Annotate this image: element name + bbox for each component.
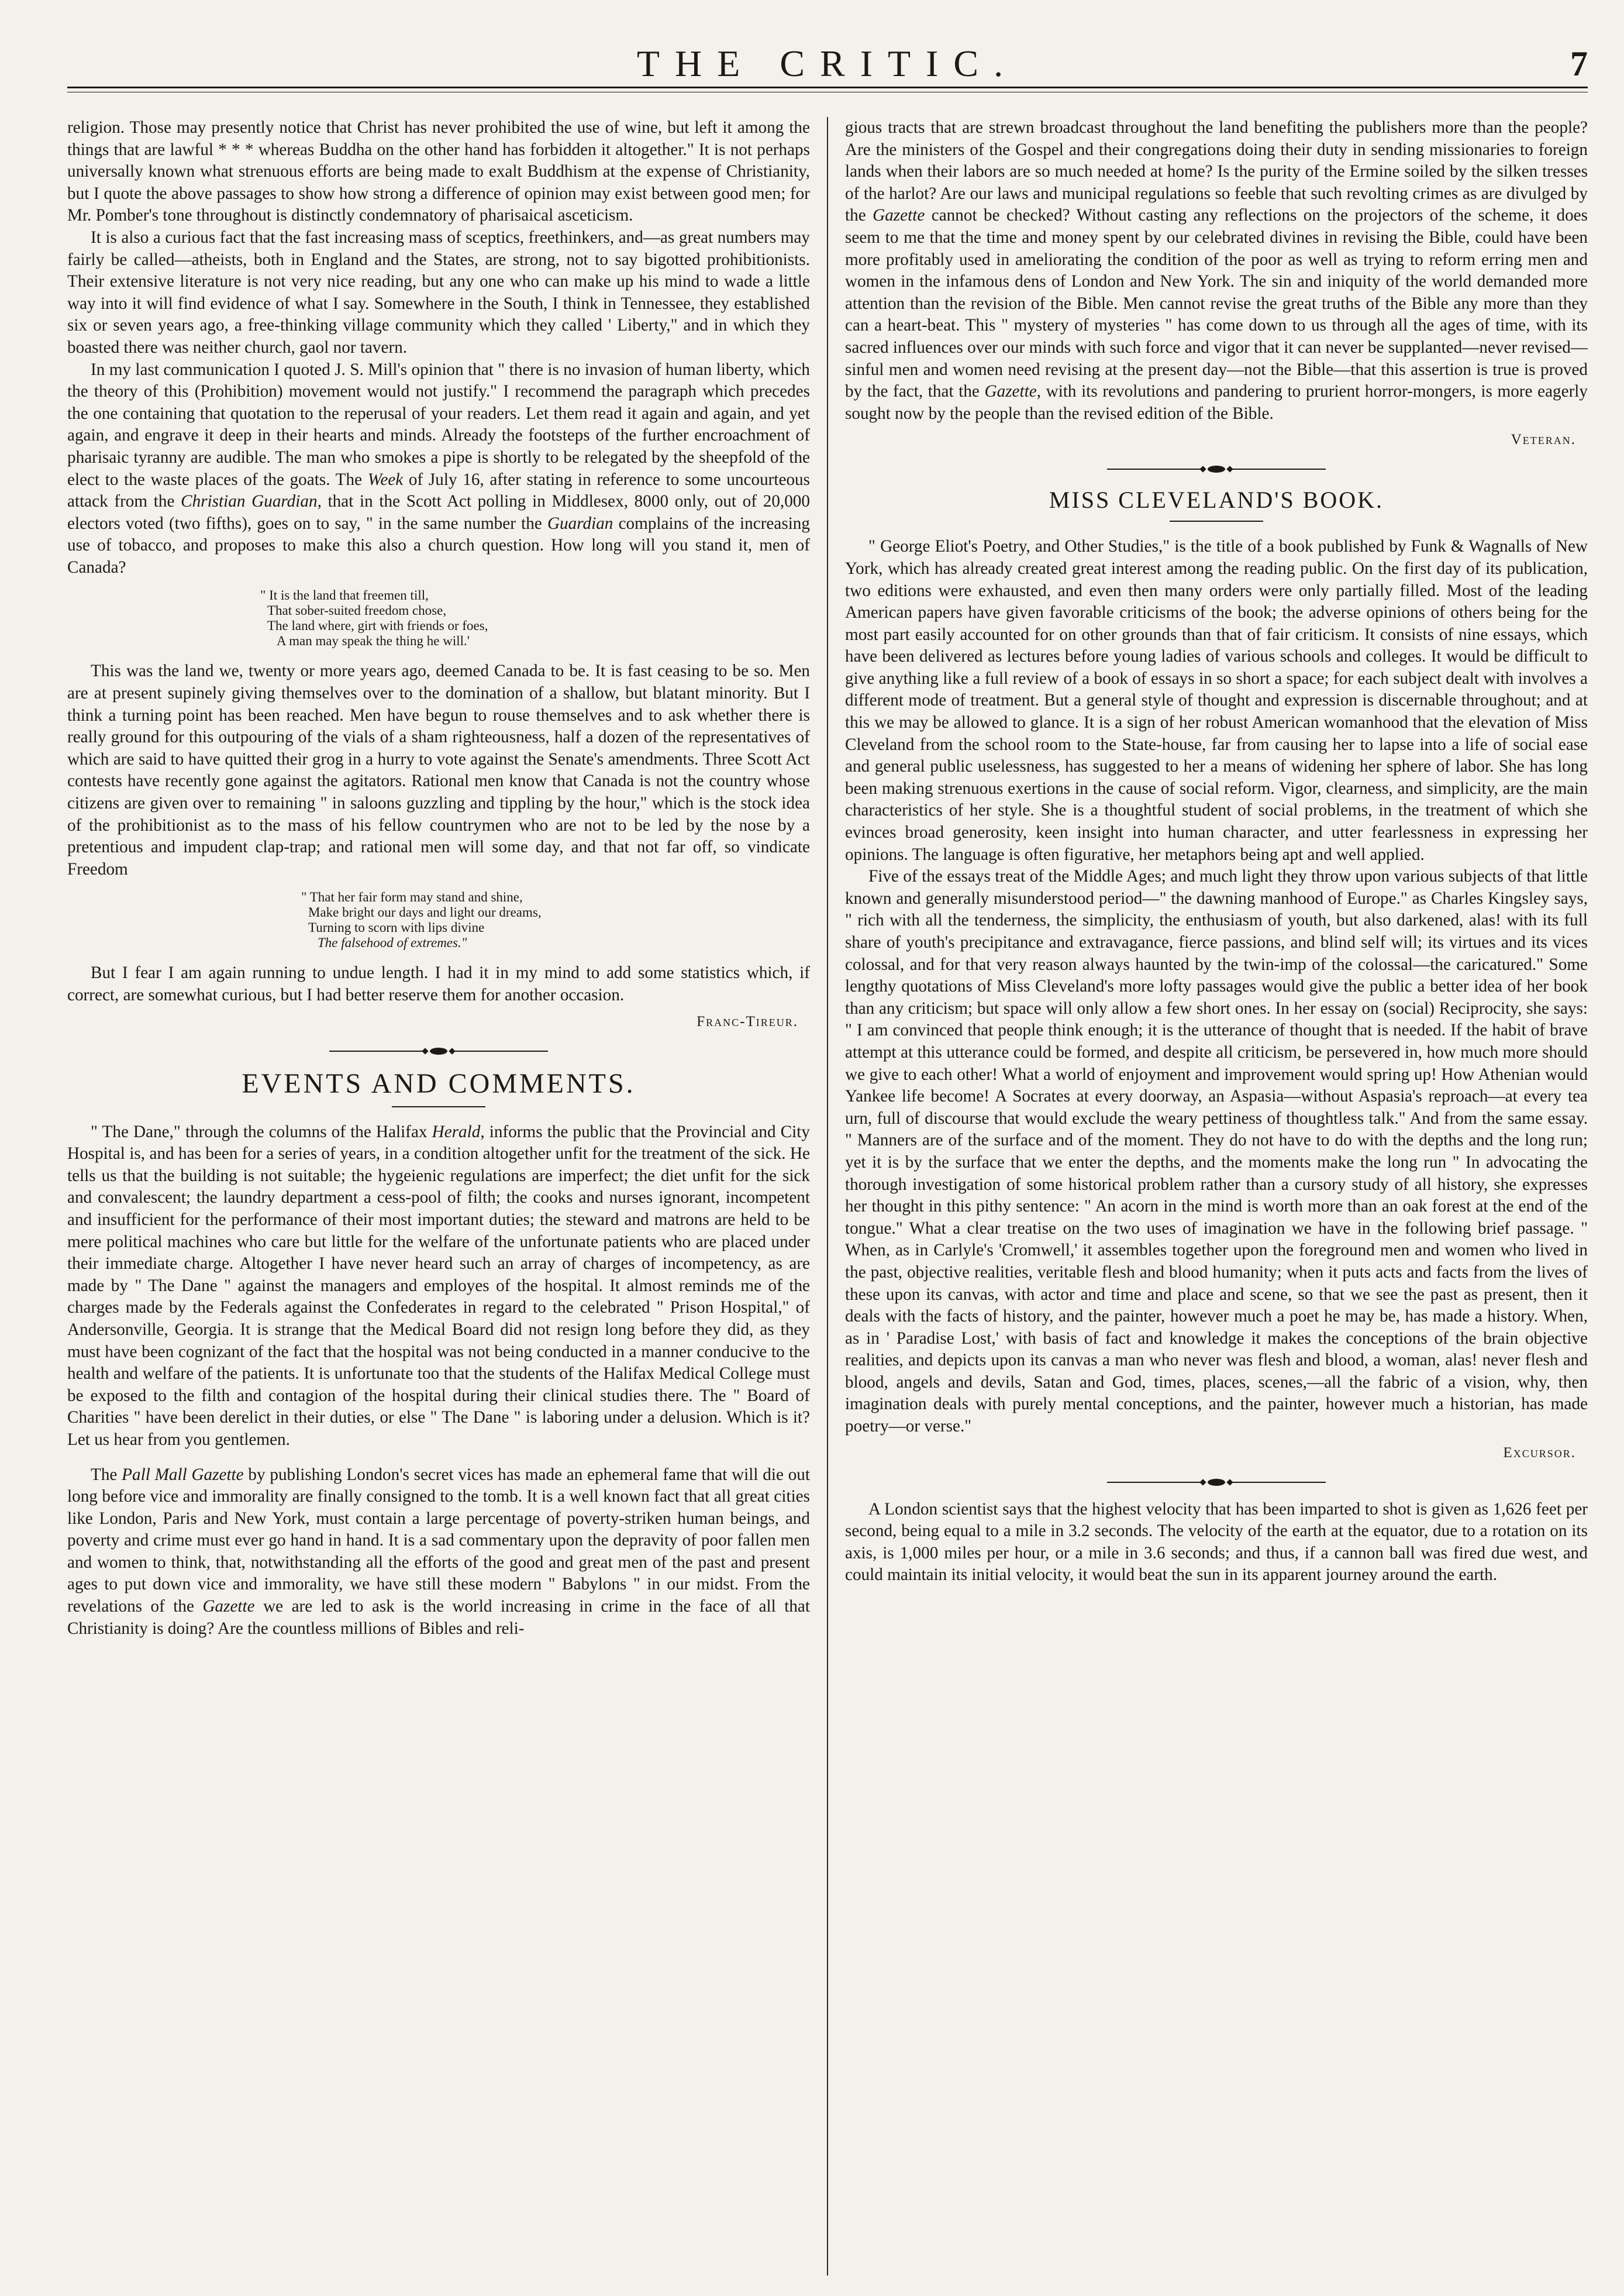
- author-signature: Veteran.: [1511, 432, 1576, 448]
- section-separator: [845, 1476, 1588, 1488]
- paragraph: But I fear I am again running to undue length. I had it in my mind to add some statistics which, if correct, are somewhat curious, but I had better reserve them for another occasion.: [67, 963, 810, 1004]
- author-signature: Excursor.: [1503, 1444, 1576, 1461]
- verse-line: That sober-suited freedom chose,: [267, 603, 447, 618]
- section-separator: [67, 1045, 810, 1057]
- verse-line: A man may speak the thing he will.': [277, 634, 470, 649]
- columns: [67, 117, 1588, 2276]
- verse-quotation: [301, 890, 810, 951]
- section-heading: MISS CLEVELAND'S BOOK.: [1049, 487, 1384, 514]
- running-header: [67, 41, 1588, 88]
- paragraph: A London scientist says that the highest velocity that has been imparted to shot is given as 1,626 feet per second, being equal to a mile in 3.2 seconds. The velocity of the earth at the equator, due to a rotation on its axis, is 1,000 miles per hour, or a mile in 3.6 seconds; and thus, if a cannon ball was fired due west, and could maintain its initial velocity, it would beat the sun in its apparent journey around the earth.: [845, 1499, 1588, 1585]
- paragraph: gious tracts that are strewn broadcast throughout the land benefiting the publishers more than the people? Are the ministers of the Gospel and their congregations doing their duty in sending missionaries to foreign lands when their labors are so much needed at home? Is the purity of the Ermine soiled by the silken tresses of the harlot? Are our laws and municipal regulations so feeble that such revolting crimes as are divulged by the Gazette cannot be checked? Without casting any reflections on the projectors of the scheme, it does seem to me that the time and money spent by our celebrated divines in revising the Bible, could have been more profitably used in ameliorating the condition of the poor as well as trying to reform erring men and women in the infamous dens of London and New York. The sin and iniquity of the world demanded more attention than the revision of the Bible. Men cannot revise the great truths of the Bible any more than they can a heart-beat. This " mystery of mysteries " has come down to us through all the ages of time, with its sacred influences over our minds with such force and vigor that it can never be supplanted—never revised—sinful men and women need revising at the present day—not the Bible—that this assertion is true is proved by the fact, that the Gazette, with its revolutions and pandering to prurient horror-mongers, is more eagerly sought now by the people than the revised edition of the Bible.: [845, 118, 1588, 423]
- heading-rule: [1170, 521, 1263, 522]
- newspaper-page: [67, 41, 1588, 2276]
- verse-line: " It is the land that freemen till,: [260, 588, 429, 603]
- publication-title: THE CRITIC.: [636, 43, 1019, 84]
- section-heading: EVENTS AND COMMENTS.: [242, 1068, 636, 1099]
- paragraph: " The Dane," through the columns of the Halifax Herald, informs the public that the Provincial and City Hospital is, and has been for a series of years, in a condition altogether unfit for the treatment of the sick. He tells us that the building is not suitable; the hygeienic regulations are imperfect; the diet unfit for the sick and convalescent; the laundry department a cess-pool of filth; the cooks and nurses ignorant, incompetent and insufficient for the performance of their most important duties; the steward and matrons are held to be mere political machines who care but little for the welfare of the unfortunate patients who are placed under their immediate charge. Altogether I have never heard such an array of charges of incompetency, as are made by " The Dane " against the managers and employes of the hospital. It almost reminds me of the charges made by the Federals against the Confederates in regard to the celebrated " Prison Hospital," of Andersonville, Georgia. It is strange that the Medical Board did not resign long before they did, as they must have been cognizant of the fact that the hospital was not being conducted in a manner conducive to the health and welfare of the patients. It is unfortunate too that the students of the Halifax Medical College must be exposed to the filth and contagion of the hospital during their clinical studies there. The " Board of Charities " have been derelict in their duties, or else " The Dane " is laboring under a delusion. Which is it? Let us hear from you gentlemen.: [67, 1122, 810, 1449]
- verse-line: The land where, girt with friends or foes,: [267, 618, 488, 634]
- column-rule: [810, 117, 845, 2276]
- verse-line: Make bright our days and light our dreams,: [308, 905, 542, 920]
- verse-line: Turning to scorn with lips divine: [308, 920, 485, 935]
- author-signature: Franc-Tireur.: [697, 1013, 798, 1030]
- column-right: [845, 117, 1588, 2276]
- paragraph: Five of the essays treat of the Middle Ages; and much light they throw upon various subjects of that little known and generally misunderstood period—" the dawning manhood of Europe." as Charles Kingsley says, " rich with all the tenderness, the simplicity, the enthusiasm of youth, but also darkened, alas! with its full share of youth's precipitance and extravagance, fierce passions, and blind self will; its virtues and its vices colossal, and for that very reason always haunted by the twin-imp of the colossal—the caricatured." Some lengthy quotations of Miss Cleveland's more lofty passages would give the public a better idea of her book than any criticism; but space will only allow a few short ones. In her essay on (social) Reciprocity, she says: " I am convinced that people think enough; it is the utterance of thought that is needed. If the habit of brave attempt at this utterance could be formed, and despite all criticism, be persevered in, how much more should we give to each other! What a world of enjoyment and improvement would spring up! How Athenian would Yankee life become! A Socrates at every doorway, an Aspasia—without Aspasia's reproach—at every tea urn, full of discourse that would exclude the weary pettiness of thoughtless talk." And from the same essay. " Manners are of the surface and of the moment. They do not have to do with the depths and the long run; yet it is by the surface that we enter the depths, and the moments make the long run " In advocating the thorough investigation of some historical problem rather than a cursory study of all history, she expresses her thought in this pithy sentence: " An acorn in the mind is worth more than an oak forest at the end of the tongue." What a clear treatise on the two uses of imagination we have in the following brief passage. " When, as in Carlyle's 'Cromwell,' it assembles together upon the foreground men and women who lived in the past, objective realities, veritable flesh and blood humanity; when it puts acts and facts from the lives of these upon its canvas, with actor and time and place and scene, so that we see the past as present, then it deals with the facts of history, and the painter, however much a poet he may be, has made a history. When, as in ' Paradise Lost,' with basis of fact and knowledge it makes the conceptions of the brain objective realities, and depicts upon its canvas a man who never was flesh and blood, a woman, alas! never flesh and blood, angels and devils, Satan and God, times, places, scenes,—all the fabric of a vision, why, then imagination deals with purely mental conceptions, and the painter, however much a historian, has made poetry—or verse.": [845, 867, 1588, 1436]
- section-separator: [845, 463, 1588, 475]
- verse-line: The falsehood of extremes.": [318, 935, 467, 951]
- verse-line: " That her fair form may stand and shine,: [301, 890, 523, 905]
- paragraph: religion. Those may presently notice that Christ has never prohibited the use of wine, but left it among the things that are lawful * * * whereas Buddha on the other hand has forbidden it altogether." It is not perhaps universally known what strenuous efforts are being made to exalt Buddhism at the expense of Christianity, but I quote the above passages to show how strong a difference of opinion may exist between good men; for Mr. Pomber's tone throughout is distinctly condemnatory of pharisaical asceticism.: [67, 118, 810, 225]
- page-number: 7: [1570, 44, 1588, 83]
- verse-quotation: [260, 588, 810, 649]
- paragraph: " George Eliot's Poetry, and Other Studies," is the title of a book published by Funk & Wagnalls of New York, which has already created great interest among the reading public. On the first day of its publication, two editions were exhausted, and even then many orders were only partially filled. Most of the leading American papers have given favorable criticisms of the book; the adverse opinions of others being for the most part easily accounted for on other grounds than that of fair criticism. It consists of nine essays, which have been delivered as lectures before young ladies of various schools and colleges. It would be difficult to give anything like a full review of a book of essays in so short a space; for each subject dealt with involves a different mode of treatment. But a general style of thought and expression is discernable throughout; and at this we may be allowed to glance. It is a sign of her robust American womanhood that the elevation of Miss Cleveland from the school room to the State-house, far from causing her to lapse into a life of social ease and general public uselessness, has suggested to her a means of widening her sphere of labor. She has long been making strenuous exertions in the cause of social reform. Vigor, clearness, and simplicity, are the main characteristics of her style. She is a thoughtful student of social problems, in the treatment of which she evinces broad generosity, keen insight into human character, and utter fearlessness in expressing her opinions. The language is often figurative, her metaphors being apt and well applied.: [845, 537, 1588, 864]
- paragraph: In my last communication I quoted J. S. Mill's opinion that " there is no invasion of human liberty, which the theory of this (Prohibition) movement would not justify." I recommend the paragraph which precedes the one containing that quotation to the reperusal of your readers. Let them read it again and again, and yet again, and engrave it deep in their hearts and minds. Already the footsteps of the further encroachment of pharisaic tyranny are audible. The man who smokes a pipe is shortly to be relegated by the sheepfold of the elect to the waste places of the goats. The Week of July 16, after stating in reference to some uncourteous attack from the Christian Guardian, that in the Scott Act polling in Middlesex, 8000 only, out of 20,000 electors voted (two fifths), goes on to say, " in the same number the Guardian complains of the increasing use of tobacco, and proposes to make this also a church question. How long will you stand it, men of Canada?: [67, 360, 810, 577]
- paragraph: The Pall Mall Gazette by publishing London's secret vices has made an ephemeral fame that will die out long before vice and immorality are finally consigned to the tomb. It is a well known fact that all great cities like London, Paris and New York, must contain a large percentage of poverty-striken human beings, and poverty and crime must ever go hand in hand. It is a sad commentary upon the depravity of poor fallen men and women to think, that, notwithstanding all the efforts of the good and great men of the past and present ages to put down vice and immorality, we have still these modern " Babylons " in our midst. From the revelations of the Gazette we are led to ask is the world increasing in crime in the face of all that Christianity is doing? Are the countless millions of Bibles and reli-: [67, 1465, 810, 1638]
- column-left: [67, 117, 810, 2276]
- paragraph: This was the land we, twenty or more years ago, deemed Canada to be. It is fast ceasing to be so. Men are at present supinely giving themselves over to the domination of a shallow, but blatant minority. But I think a turning point has been reached. Men have begun to rouse themselves and to ask whether there is really ground for this outpouring of the vials of a sham righteousness, half a dozen of the representatives of which are said to have quitted their grog in a hurry to vote against the Senate's amendments. Three Scott Act contests have recently gone against the agitators. Rational men know that Canada is not the country whose citizens are given over to remaining " in saloons guzzling and tippling by the hour," which is the stock idea of the prohibitionist as to the mass of his fellow countrymen who are not to be led by the nose by a pretentious and impudent clap-trap; and rational men will some day, and that not far off, so vindicate Freedom: [67, 662, 810, 879]
- heading-rule: [392, 1106, 485, 1107]
- paragraph: It is also a curious fact that the fast increasing mass of sceptics, freethinkers, and—as great numbers may fairly be called—atheists, both in England and the States, are strong, not to say bigotted prohibitionists. Their extensive literature is not very nice reading, but any one who can make up his mind to wade a little way into it will find evidence of what I say. Somewhere in the South, I think in Tennessee, they established six or seven years ago, a free-thinking village community which they called ' Liberty," and in which they boasted there was neither church, gaol nor tavern.: [67, 228, 810, 357]
